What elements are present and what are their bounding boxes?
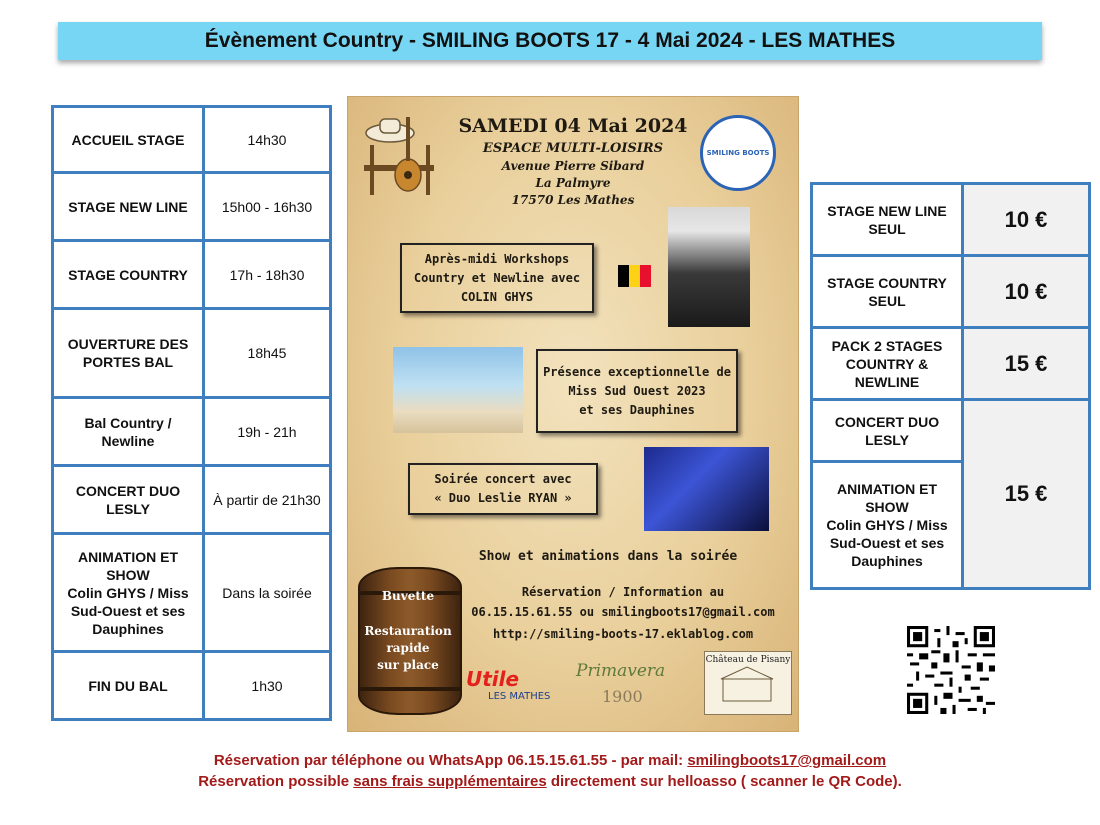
qr-code-icon[interactable] [907,626,995,714]
footer-phone-text: Réservation par téléphone ou WhatsApp 06.15.15.61.55 - par mail: [213,752,688,769]
schedule-time: 1h30 [204,652,331,720]
flyer-town: La Palmyre [535,176,611,190]
resa-title: Réservation / Information au [521,585,725,599]
schedule-row [53,107,331,173]
price-row [812,184,1090,256]
schedule-label: FIN DU BAL [53,652,204,720]
schedule-label: STAGE NEW LINE [53,173,204,241]
schedule-time: 14h30 [204,107,331,173]
schedule-label: ACCUEIL STAGE [53,107,204,173]
resa-contact: 06.15.15.61.55 ou smilingboots17@gmail.com [471,605,775,619]
utile-text: Utile [466,667,520,691]
primavera-logo [576,661,676,713]
footer-line-2 [0,773,1100,790]
schedule-label: CONCERT DUO LESLY [53,466,204,534]
schedule-time: 17h - 18h30 [204,241,331,309]
website-link[interactable]: http://smiling-boots-17.eklablog.com [492,627,754,641]
chateau-text: Château de Pisany [705,655,791,665]
utile-logo [466,667,576,707]
concert-box: Soirée concert avec « Duo Leslie RYAN » [408,463,598,515]
schedule-time: À partir de 21h30 [204,466,331,534]
schedule-time: 18h45 [204,309,331,398]
schedule-label: OUVERTURE DES PORTES BAL [53,309,204,398]
utile-subtext: LES MATHES [488,691,551,702]
price-value: 15 € [963,400,1090,589]
schedule-label: Bal Country / Newline [53,398,204,466]
price-row [812,256,1090,328]
logo-text: SMILING BOOTS [706,149,770,157]
flyer-street: Avenue Pierre Sibard [501,159,645,173]
schedule-label: STAGE COUNTRY [53,241,204,309]
event-title-banner [58,22,1042,60]
price-row [812,328,1090,400]
price-row [812,400,1090,462]
barrel-restauration: Restauration rapide sur place [364,624,452,672]
footer-email-link[interactable]: smilingboots17@gmail.com [687,752,887,769]
footer-resa-text: Réservation possible [198,773,354,790]
colin-ghys-photo [668,207,750,327]
schedule-row [53,241,331,309]
primavera-year: 1900 [602,687,643,706]
chateau-icon [705,665,789,705]
schedule-row [53,534,331,652]
schedule-row [53,466,331,534]
price-value: 15 € [963,328,1090,400]
schedule-time: Dans la soirée [204,534,331,652]
schedule-table [51,105,332,721]
footer-line-1 [0,752,1100,769]
smiling-boots-logo [700,115,776,191]
price-label: STAGE COUNTRY SEUL [812,256,963,328]
concert-photo [644,447,769,531]
price-value: 10 € [963,256,1090,328]
schedule-label: ANIMATION ET SHOW Colin GHYS / Miss Sud-Ouest et ses Dauphines [53,534,204,652]
price-label: STAGE NEW LINE SEUL [812,184,963,256]
event-flyer [347,96,799,732]
flyer-postal: 17570 Les Mathes [511,193,635,207]
footer-helloasso-text: directement sur helloasso ( scanner le QR Code). [546,773,902,790]
price-value: 10 € [963,184,1090,256]
guitar-hat-icon [356,105,448,201]
schedule-row [53,652,331,720]
miss-box: Présence exceptionnelle de Miss Sud Ouest 2023 et ses Dauphines [536,349,738,433]
flyer-date: SAMEDI 04 Mai 2024 [458,115,688,137]
footer-no-fees: sans frais supplémentaires [353,773,547,790]
show-text: Show et animations dans la soirée [478,549,738,564]
schedule-row [53,309,331,398]
price-label: CONCERT DUO LESLY [812,400,963,462]
price-label: PACK 2 STAGES COUNTRY & NEWLINE [812,328,963,400]
schedule-row [53,173,331,241]
belgium-flag-icon [618,265,651,287]
price-label: ANIMATION ET SHOW Colin GHYS / Miss Sud-Ouest et ses Dauphines [812,462,963,589]
price-table [810,182,1091,590]
primavera-text: Primavera [576,661,666,681]
schedule-time: 15h00 - 16h30 [204,173,331,241]
flyer-venue: ESPACE MULTI-LOISIRS [482,141,664,156]
schedule-time: 19h - 21h [204,398,331,466]
event-title: Évènement Country - SMILING BOOTS 17 - 4 Mai 2024 - LES MATHES [204,29,896,52]
miss-sud-ouest-photo [393,347,523,433]
schedule-row [53,398,331,466]
workshop-box: Après-midi Workshops Country et Newline avec COLIN GHYS [400,243,594,313]
chateau-pisany-logo [704,651,792,715]
barrel-buvette: Buvette [381,589,435,603]
